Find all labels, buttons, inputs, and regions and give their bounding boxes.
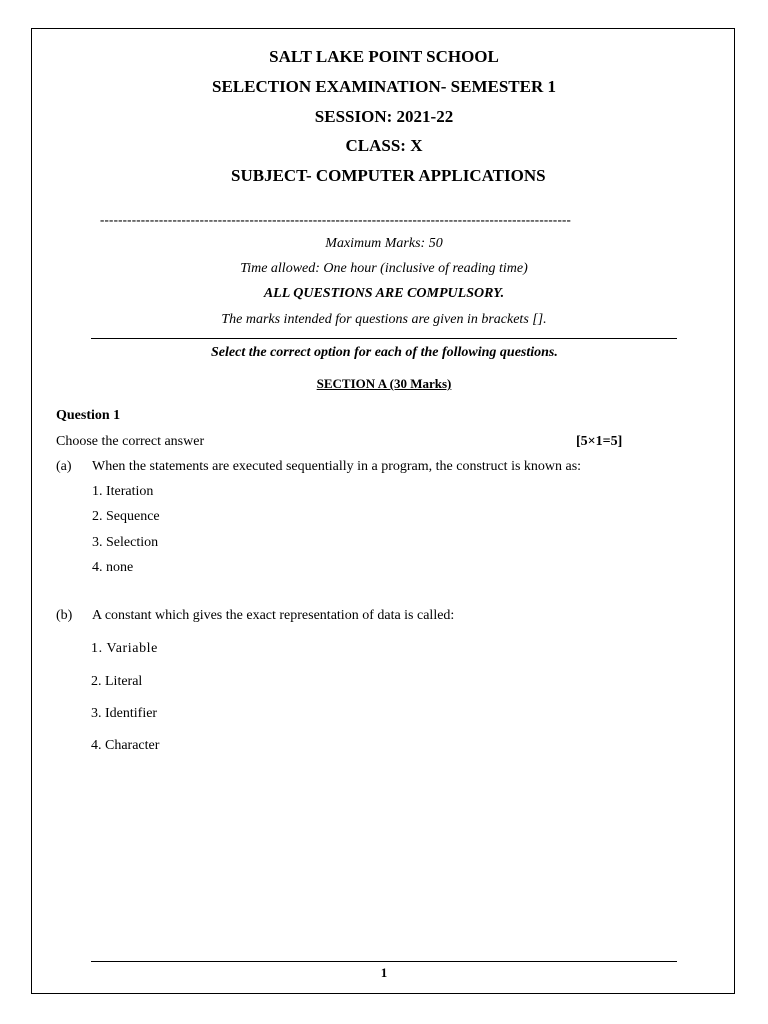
dashed-separator: -------------------------------------------------------------------------------------------------------- xyxy=(100,212,572,227)
subject-title: SUBJECT- COMPUTER APPLICATIONS xyxy=(231,166,546,185)
part-text: A constant which gives the exact representation of data is called: xyxy=(92,608,455,623)
session-title: SESSION: 2021-22 xyxy=(314,107,454,126)
option-item: 3. Identifier xyxy=(91,706,158,721)
compulsory-note: ALL QUESTIONS ARE COMPULSORY. xyxy=(263,286,505,301)
school-name: SALT LAKE POINT SCHOOL xyxy=(269,47,499,66)
marks-note: The marks intended for questions are given in brackets []. xyxy=(221,312,547,327)
horizontal-rule xyxy=(91,338,677,339)
option-item: 1. Iteration xyxy=(92,484,154,499)
question-title: Question 1 xyxy=(56,408,121,423)
footer-rule xyxy=(91,961,677,962)
option-item: 4. Character xyxy=(91,738,160,753)
option-item: 4. none xyxy=(92,560,134,575)
option-item: 2. Sequence xyxy=(92,509,160,524)
question-marks: [5×1=5] xyxy=(576,434,623,449)
part-label: (b) xyxy=(56,608,73,623)
time-allowed: Time allowed: One hour (inclusive of reading time) xyxy=(240,261,528,276)
exam-title: SELECTION EXAMINATION- SEMESTER 1 xyxy=(211,77,556,96)
question-prompt: Choose the correct answer xyxy=(56,434,205,449)
option-item: 3. Selection xyxy=(92,535,159,550)
section-title: SECTION A (30 Marks) xyxy=(316,376,452,391)
option-item: 2. Literal xyxy=(91,674,143,689)
max-marks: Maximum Marks: 50 xyxy=(325,236,443,251)
option-item: 1. Variable xyxy=(91,641,158,656)
part-label: (a) xyxy=(56,459,72,474)
class-title: CLASS: X xyxy=(345,136,423,155)
page-number: 1 xyxy=(380,965,388,980)
part-text: When the statements are executed sequentially in a program, the construct is known as: xyxy=(92,459,582,474)
select-note: Select the correct option for each of the following questions. xyxy=(211,345,558,360)
